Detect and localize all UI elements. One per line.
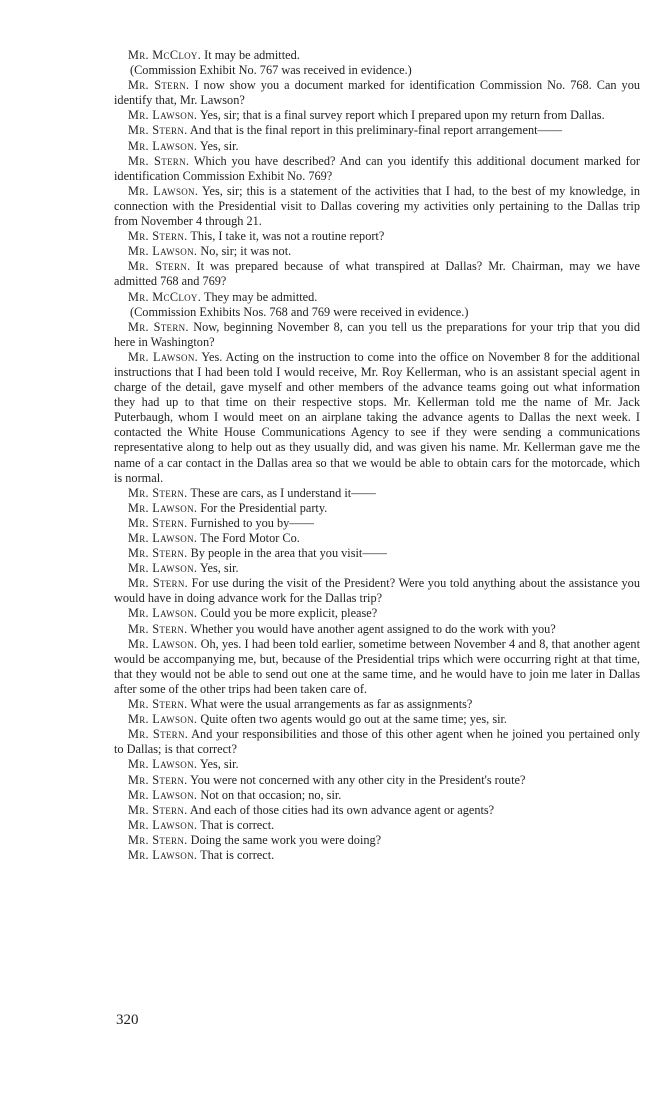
paragraph	[114, 561, 640, 576]
speaker-name: Mr. Lawson.	[128, 712, 198, 727]
paragraph	[114, 48, 640, 63]
paragraph-text: And that is the final report in this preliminary-final report arrangement——	[187, 123, 563, 138]
paragraph	[114, 139, 640, 154]
speaker-name: Mr. Stern.	[128, 832, 188, 847]
speaker-name: Mr. Lawson.	[128, 349, 198, 364]
paragraph-text: For use during the visit of the President? Were you told anything about the assistance you would have in doing advance work for the Dallas trip?	[114, 576, 640, 606]
paragraph-text: Yes. Acting on the instruction to come into the office on November 8 for the additional instructions that I had been told I would receive, Mr. Roy Kellerman, who is an assistant special agent in charge of the detail, gave myself and other members of the advance teams going out what information they had up to that time on their respective stops. Mr. Kellerman told me the name of Mr. Jack Puterbaugh, whom I would meet on an airplane taking the advance agents to Dallas the next week. I contacted the White House Communications Agency to see if they were sending a communications representative along to help out as they usually did, and was given his name. Mr. Kellerman gave me the name of a car contact in the Dallas area so that we would be able to obtain cars for the motorcade, which is normal.	[114, 349, 640, 485]
paragraph-text: They may be admitted.	[201, 289, 318, 304]
speaker-name: Mr. Lawson.	[128, 847, 198, 862]
paragraph-text: Which you have described? And can you identify this additional document marked for identification Commission Exhibit No. 769?	[114, 153, 641, 183]
paragraph	[114, 622, 640, 637]
paragraph-text: What were the usual arrangements as far as assignments?	[187, 697, 473, 712]
paragraph-text: It may be admitted.	[201, 48, 300, 62]
paragraph-text: Oh, yes. I had been told earlier, sometime between November 4 and 8, that another agent would be accompanying me, but, because of the Presidential trips which were occurring right at that time, that they would not be able to send out one at the same time, and he would have to join me later in Dallas after some of the other trips had been taken care of.	[114, 636, 640, 696]
paragraph	[114, 697, 640, 712]
paragraph	[114, 154, 640, 184]
paragraph-text: Yes, sir.	[197, 757, 239, 772]
speaker-name: Mr. Lawson.	[128, 636, 198, 651]
paragraph	[114, 803, 640, 818]
paragraph	[114, 773, 640, 788]
paragraph-text: This, I take it, was not a routine report?	[187, 229, 385, 244]
paragraph	[114, 229, 640, 244]
paragraph-text: Now, beginning November 8, can you tell us the preparations for your trip that you did here in Washington?	[114, 319, 640, 349]
testimony-body	[114, 48, 640, 863]
paragraph-text: And your responsibilities and those of this other agent when he joined you pertained only to Dallas; is that correct?	[114, 727, 640, 757]
paragraph-text: Yes, sir.	[197, 561, 239, 576]
paragraph	[114, 531, 640, 546]
speaker-name: Mr. Stern.	[128, 697, 188, 712]
speaker-name: Mr. Lawson.	[128, 108, 198, 123]
paragraph	[114, 501, 640, 516]
speaker-name: Mr. Stern.	[128, 78, 190, 93]
paragraph-text: Quite often two agents would go out at the same time; yes, sir.	[197, 712, 508, 727]
paragraph-text: (Commission Exhibits Nos. 768 and 769 were received in evidence.)	[130, 304, 469, 319]
paragraph-text: Furnished to you by——	[187, 515, 314, 530]
paragraph	[114, 486, 640, 501]
speaker-name: Mr. Stern.	[128, 123, 188, 138]
paragraph-text: I now show you a document marked for identification Commission No. 768. Can you identify that, Mr. Lawson?	[114, 78, 641, 108]
paragraph-text: Could you be more explicit, please?	[197, 606, 378, 621]
paragraph	[114, 818, 640, 833]
paragraph-text: No, sir; it was not.	[197, 244, 292, 259]
speaker-name: Mr. Stern.	[128, 576, 189, 591]
page-number: 320	[116, 1012, 139, 1028]
paragraph	[114, 63, 640, 78]
speaker-name: Mr. Stern.	[128, 772, 188, 787]
speaker-name: Mr. Lawson.	[128, 531, 198, 545]
paragraph-text: By people in the area that you visit——	[187, 546, 387, 561]
speaker-name: Mr. Lawson.	[128, 817, 198, 832]
paragraph	[114, 546, 640, 561]
paragraph	[114, 712, 640, 727]
paragraph-text: That is correct.	[197, 847, 275, 862]
paragraph-text: Not on that occasion; no, sir.	[197, 787, 342, 802]
speaker-name: Mr. Stern.	[128, 802, 188, 817]
paragraph	[114, 727, 640, 757]
paragraph	[114, 350, 640, 486]
speaker-name: Mr. Lawson.	[128, 606, 198, 621]
paragraph-text: Yes, sir.	[197, 138, 239, 153]
paragraph-text: You were not concerned with any other city in the President's route?	[187, 772, 526, 787]
paragraph	[114, 516, 640, 531]
speaker-name: Mr. Stern.	[128, 319, 189, 334]
paragraph	[114, 833, 640, 848]
paragraph-text: Whether you would have another agent assigned to do the work with you?	[187, 621, 556, 636]
speaker-name: Mr. Lawson.	[128, 138, 198, 153]
speaker-name: Mr. Lawson.	[128, 787, 198, 802]
speaker-name: Mr. Stern.	[128, 621, 188, 636]
paragraph	[114, 848, 640, 863]
speaker-name: Mr. Lawson.	[128, 183, 199, 198]
paragraph	[114, 123, 640, 138]
paragraph-text: These are cars, as I understand it——	[187, 485, 376, 500]
paragraph	[114, 290, 640, 305]
paragraph	[114, 576, 640, 606]
paragraph	[114, 637, 640, 697]
paragraph-text: (Commission Exhibit No. 767 was received in evidence.)	[130, 63, 412, 78]
speaker-name: Mr. McCloy.	[128, 48, 202, 62]
paragraph-text: Doing the same work you were doing?	[187, 832, 382, 847]
paragraph	[114, 78, 640, 108]
paragraph	[114, 757, 640, 772]
paragraph-text: Yes, sir; that is a final survey report which I prepared upon my return from Dallas.	[197, 108, 605, 123]
paragraph	[114, 606, 640, 621]
speaker-name: Mr. Lawson.	[128, 757, 198, 772]
speaker-name: Mr. Stern.	[128, 727, 189, 742]
speaker-name: Mr. Stern.	[128, 153, 190, 168]
speaker-name: Mr. Lawson.	[128, 244, 198, 259]
paragraph-text: Yes, sir; this is a statement of the activities that I had, to the best of my knowledge, in connection with the Presidential visit to Dallas covering my activities only pertaining to the Dallas trip from November 4 through 21.	[114, 183, 640, 229]
paragraph-text: It was prepared because of what transpired at Dallas? Mr. Chairman, may we have admitted 768 and 769?	[114, 259, 641, 289]
speaker-name: Mr. Lawson.	[128, 561, 198, 576]
speaker-name: Mr. Stern.	[128, 515, 188, 530]
speaker-name: Mr. Stern.	[128, 259, 191, 274]
paragraph	[114, 320, 640, 350]
paragraph	[114, 108, 640, 123]
paragraph-text: The Ford Motor Co.	[197, 531, 300, 545]
speaker-name: Mr. McCloy.	[128, 289, 202, 304]
speaker-name: Mr. Stern.	[128, 546, 188, 561]
paragraph	[114, 305, 640, 320]
paragraph	[114, 259, 640, 289]
speaker-name: Mr. Stern.	[128, 229, 188, 244]
paragraph-text: For the Presidential party.	[197, 500, 328, 515]
paragraph-text: And each of those cities had its own advance agent or agents?	[187, 802, 495, 817]
speaker-name: Mr. Lawson.	[128, 500, 198, 515]
paragraph	[114, 244, 640, 259]
speaker-name: Mr. Stern.	[128, 485, 188, 500]
paragraph-text: That is correct.	[197, 817, 275, 832]
paragraph	[114, 184, 640, 229]
paragraph	[114, 788, 640, 803]
